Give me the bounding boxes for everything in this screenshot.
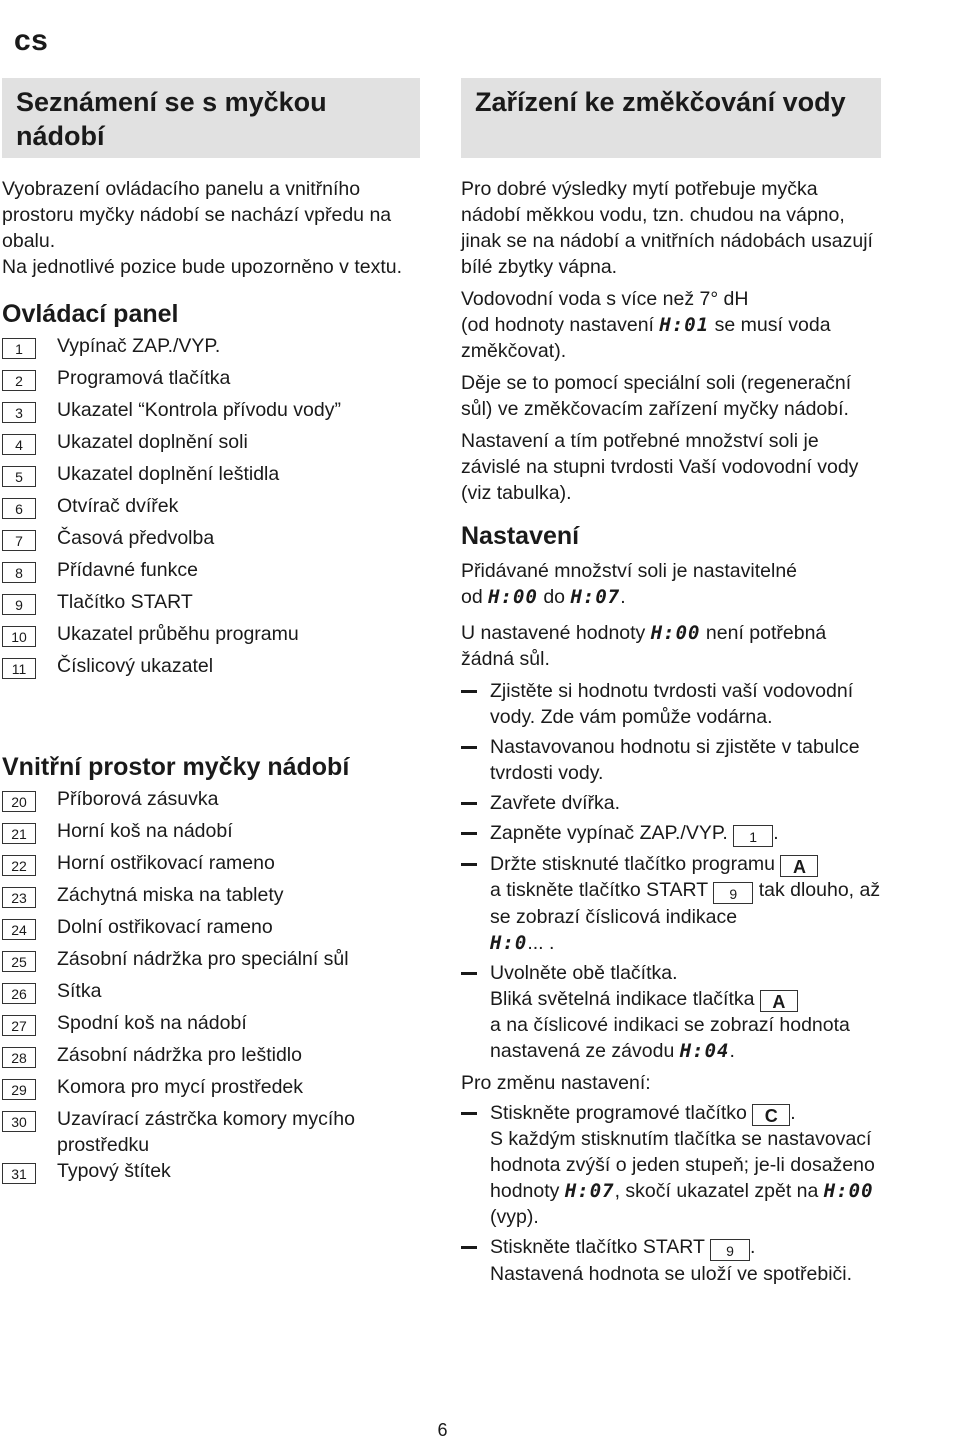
position-number: 30 <box>2 1111 36 1132</box>
list-item-label: Horní ostřikovací rameno <box>57 852 275 874</box>
display-value-h00: H:00 <box>823 1180 874 1202</box>
ellipsis: ... . <box>527 932 555 954</box>
position-number: 31 <box>2 1163 36 1184</box>
step-text: S každým stisknutím tlačítka se nastavovací hodnota zvýší o jeden stupeň; je-li dosaženo hodnoty <box>490 1128 875 1202</box>
list-item <box>2 1158 420 1184</box>
salt-adjustable-text: Přidávané množství soli je nastavitelné <box>461 560 798 582</box>
display-value-h04: H:04 <box>679 1040 730 1062</box>
period: . <box>790 1102 796 1124</box>
list-item <box>2 621 420 647</box>
list-item-label: Příborová zásuvka <box>57 788 219 810</box>
softener-paragraph-1: Pro dobré výsledky mytí potřebuje myčka nádobí měkkou vodu, tzn. chudou na vápno, jinak se na nádobí a vnitřních nádobách usazují bílé zbytky vápna. <box>461 178 873 278</box>
position-number: 1 <box>2 338 36 359</box>
position-number: 2 <box>2 370 36 391</box>
position-number: 23 <box>2 887 36 908</box>
position-number: 6 <box>2 498 36 519</box>
position-number: 26 <box>2 983 36 1004</box>
language-code: cs <box>14 24 49 57</box>
control-panel-list <box>2 333 420 679</box>
list-item-label: Přídavné funkce <box>57 559 198 581</box>
position-number: 9 <box>2 594 36 615</box>
list-item-label: Sítka <box>57 980 102 1002</box>
position-number: 25 <box>2 951 36 972</box>
list-item <box>461 851 881 956</box>
intro-paragraph-2: Na jednotlivé pozice bude upozorněno v textu. <box>2 256 403 278</box>
list-item <box>2 882 420 908</box>
change-steps-list <box>461 1100 881 1287</box>
step-text: Stiskněte tlačítko START <box>490 1236 705 1258</box>
list-item <box>2 1074 420 1100</box>
key-label-c: C <box>752 1104 790 1126</box>
list-item-label: Vypínač ZAP./VYP. <box>57 335 221 357</box>
step-text: Zjistěte si hodnotu tvrdosti vaší vodovodní vody. Zde vám pomůže vodárna. <box>490 680 854 728</box>
key-label-a: A <box>780 855 818 877</box>
position-number: 3 <box>2 402 36 423</box>
period: . <box>750 1236 756 1258</box>
position-number: 29 <box>2 1079 36 1100</box>
position-number: 21 <box>2 823 36 844</box>
list-item <box>2 333 420 359</box>
position-number: 27 <box>2 1015 36 1036</box>
step-text: (vyp). <box>490 1206 539 1228</box>
position-number: 20 <box>2 791 36 812</box>
interior-heading: Vnitřní prostor myčky nádobí <box>2 753 350 781</box>
settings-paragraph-2 <box>461 620 881 672</box>
display-value-h00: H:00 <box>488 586 538 608</box>
step-text: Zavřete dvířka. <box>490 792 621 814</box>
list-item <box>461 678 881 730</box>
list-item-label: Spodní koš na nádobí <box>57 1012 247 1034</box>
list-item-label: Tlačítko START <box>57 591 193 613</box>
softener-paragraph-4: Nastavení a tím potřebné množství soli je závislé na stupni tvrdosti Vaší vodovodní vody (viz tabulka). <box>461 430 859 504</box>
position-number: 8 <box>2 562 36 583</box>
period: . <box>620 586 626 608</box>
list-item <box>2 397 420 423</box>
step-text: , skočí ukazatel zpět na <box>614 1180 819 1202</box>
list-item-label: Časová předvolba <box>57 527 215 549</box>
display-value-h07: H:07 <box>570 586 621 608</box>
list-item-label: Horní koš na nádobí <box>57 820 233 842</box>
list-item <box>2 429 420 455</box>
list-item <box>461 960 881 1064</box>
at-setting-text: U nastavené hodnoty <box>461 622 646 644</box>
list-item <box>461 1234 881 1287</box>
key-label-a: A <box>760 990 798 1012</box>
softener-paragraph-3: Děje se to pomocí speciální soli (regenerační sůl) ve změkčovacím zařízení myčky nádobí. <box>461 372 852 420</box>
from-word: od <box>461 586 483 608</box>
list-item-label: Ukazatel doplnění soli <box>57 431 248 453</box>
list-item <box>2 365 420 391</box>
key-label-9: 9 <box>713 882 753 904</box>
list-item <box>2 653 420 679</box>
list-item <box>2 589 420 615</box>
list-item <box>2 914 420 940</box>
position-number: 24 <box>2 919 36 940</box>
display-value-h01: H:01 <box>659 314 710 336</box>
settings-heading: Nastavení <box>461 522 580 550</box>
list-item <box>2 461 420 487</box>
list-item-label: Programová tlačítka <box>57 367 231 389</box>
section-banner-water-softener: Zařízení ke změkčování vody <box>461 78 881 158</box>
position-number: 11 <box>2 658 36 679</box>
control-panel-heading: Ovládací panel <box>2 300 179 328</box>
list-item <box>2 1106 420 1158</box>
list-item-label: Typový štítek <box>57 1160 171 1182</box>
list-item-label: Zásobní nádržka pro speciální sůl <box>57 948 349 970</box>
setting-from-text: (od hodnoty nastavení <box>461 314 654 336</box>
key-label-9: 9 <box>710 1239 750 1261</box>
step-text: Uvolněte obě tlačítka. <box>490 962 678 984</box>
setting-steps-list <box>461 678 881 1064</box>
display-value-h00: H:00 <box>650 622 701 644</box>
step-text: Zapněte vypínač ZAP./VYP. <box>490 822 728 844</box>
list-item-label: Záchytná miska na tablety <box>57 884 284 906</box>
display-value-h0: H:0 <box>490 932 528 954</box>
list-item <box>2 557 420 583</box>
list-item-label: Ukazatel průběhu programu <box>57 623 299 645</box>
list-item <box>461 734 881 786</box>
list-item-label: Zásobní nádržka pro leštidlo <box>57 1044 302 1066</box>
step-text: Nastavená hodnota se uloží ve spotřebiči. <box>490 1263 853 1285</box>
list-item-label: Dolní ostřikovací rameno <box>57 916 273 938</box>
period: . <box>773 822 779 844</box>
list-item <box>2 525 420 551</box>
list-item <box>2 850 420 876</box>
list-item <box>2 818 420 844</box>
step-text: Nastavovanou hodnotu si zjistěte v tabulce tvrdosti vody. <box>490 736 860 784</box>
list-item <box>461 1100 881 1230</box>
step-text: tak dlouho, až se zobrazí číslicová indikace <box>490 879 881 928</box>
key-label-1: 1 <box>733 825 773 847</box>
list-item <box>461 790 881 816</box>
left-column <box>2 78 420 1184</box>
position-number: 4 <box>2 434 36 455</box>
list-item <box>2 786 420 812</box>
step-text: a na číslicové indikaci se zobrazí hodnota nastavená ze závodu <box>490 1014 850 1062</box>
step-text: Bliká světelná indikace tlačítka <box>490 988 755 1010</box>
section-banner-dishwasher-intro: Seznámení se s myčkou nádobí <box>2 78 420 158</box>
list-item <box>2 1010 420 1036</box>
step-text: Držte stisknuté tlačítko programu <box>490 853 776 875</box>
list-item <box>2 493 420 519</box>
no-salt-text: není potřebná žádná sůl. <box>461 622 827 670</box>
list-item-label: Ukazatel “Kontrola přívodu vody” <box>57 399 341 421</box>
to-word: do <box>543 586 566 608</box>
list-item <box>461 820 881 847</box>
settings-paragraph-1 <box>461 558 881 610</box>
step-text: Stiskněte programové tlačítko <box>490 1102 747 1124</box>
list-item-label: Otvírač dvířek <box>57 495 179 517</box>
position-number: 5 <box>2 466 36 487</box>
intro-paragraph-1: Vyobrazení ovládacího panelu a vnitřního prostoru myčky nádobí se nachází vpředu na obalu. <box>2 178 392 252</box>
period: . <box>729 1040 735 1062</box>
right-column <box>461 78 881 1287</box>
list-item-label: Číslicový ukazatel <box>57 655 214 677</box>
position-number: 22 <box>2 855 36 876</box>
softening-required-text: se musí voda změkčovat). <box>461 314 831 362</box>
change-setting-label: Pro změnu nastavení: <box>461 1072 651 1094</box>
softener-paragraph-2 <box>461 286 881 364</box>
list-item-label: Uzavírací zástrčka komory mycího prostředku <box>57 1108 355 1156</box>
water-hardness-text: Vodovodní voda s více než 7° dH <box>461 288 749 310</box>
position-number: 28 <box>2 1047 36 1068</box>
page-number: 6 <box>437 1420 448 1440</box>
position-number: 10 <box>2 626 36 647</box>
position-number: 7 <box>2 530 36 551</box>
step-text: a tiskněte tlačítko START <box>490 879 708 901</box>
list-item <box>2 946 420 972</box>
display-value-h07: H:07 <box>564 1180 615 1202</box>
list-item <box>2 978 420 1004</box>
list-item <box>2 1042 420 1068</box>
interior-list <box>2 786 420 1184</box>
list-item-label: Komora pro mycí prostředek <box>57 1076 304 1098</box>
list-item-label: Ukazatel doplnění leštidla <box>57 463 280 485</box>
